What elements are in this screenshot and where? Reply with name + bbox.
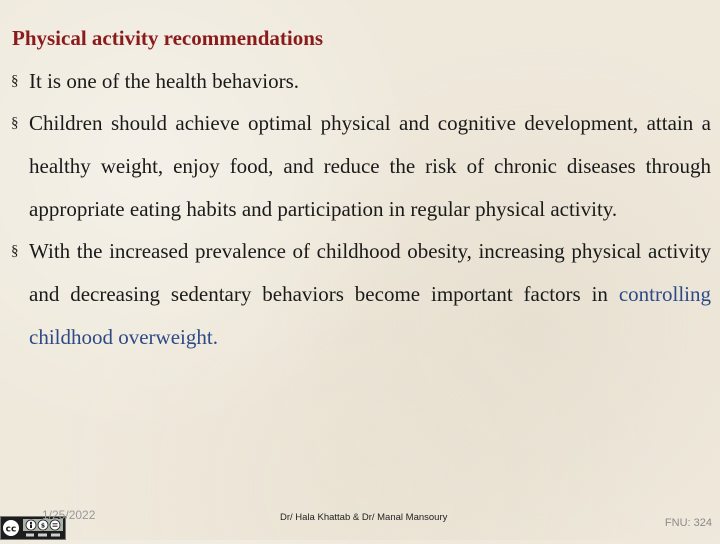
svg-text:cc: cc xyxy=(5,524,17,535)
bullet-marker-icon: § xyxy=(11,243,19,259)
footer-date: 1/25/2022 xyxy=(42,508,96,522)
bullet-marker-icon: § xyxy=(11,73,19,89)
footer-authors: Dr/ Hala Khattab & Dr/ Manal Mansoury xyxy=(280,512,448,523)
highlighted-phrase: controlling childhood overweight. xyxy=(29,282,711,349)
bullet-text: It is one of the health behaviors. xyxy=(29,69,300,93)
bullet-item xyxy=(11,60,711,103)
bullet-text: Children should achieve optimal physical and cognitive development, attain a healthy weight, enjoy food, and reduce the risk of chronic diseases through appropriate eating habits and participation in regular physical activity. xyxy=(29,111,711,221)
bullet-marker-icon: § xyxy=(11,115,19,131)
svg-text:$: $ xyxy=(40,522,46,530)
slide-title: Physical activity recommendations xyxy=(12,26,324,50)
bullet-item xyxy=(11,102,711,231)
bullet-text: With the increased prevalence of childhood obesity, increasing physical activity and decreasing sedentary behaviors become important factors in xyxy=(29,239,711,306)
footer-page-label: FNU: 324 xyxy=(664,517,712,529)
bullet-list xyxy=(11,60,711,359)
bullet-item xyxy=(11,230,711,359)
